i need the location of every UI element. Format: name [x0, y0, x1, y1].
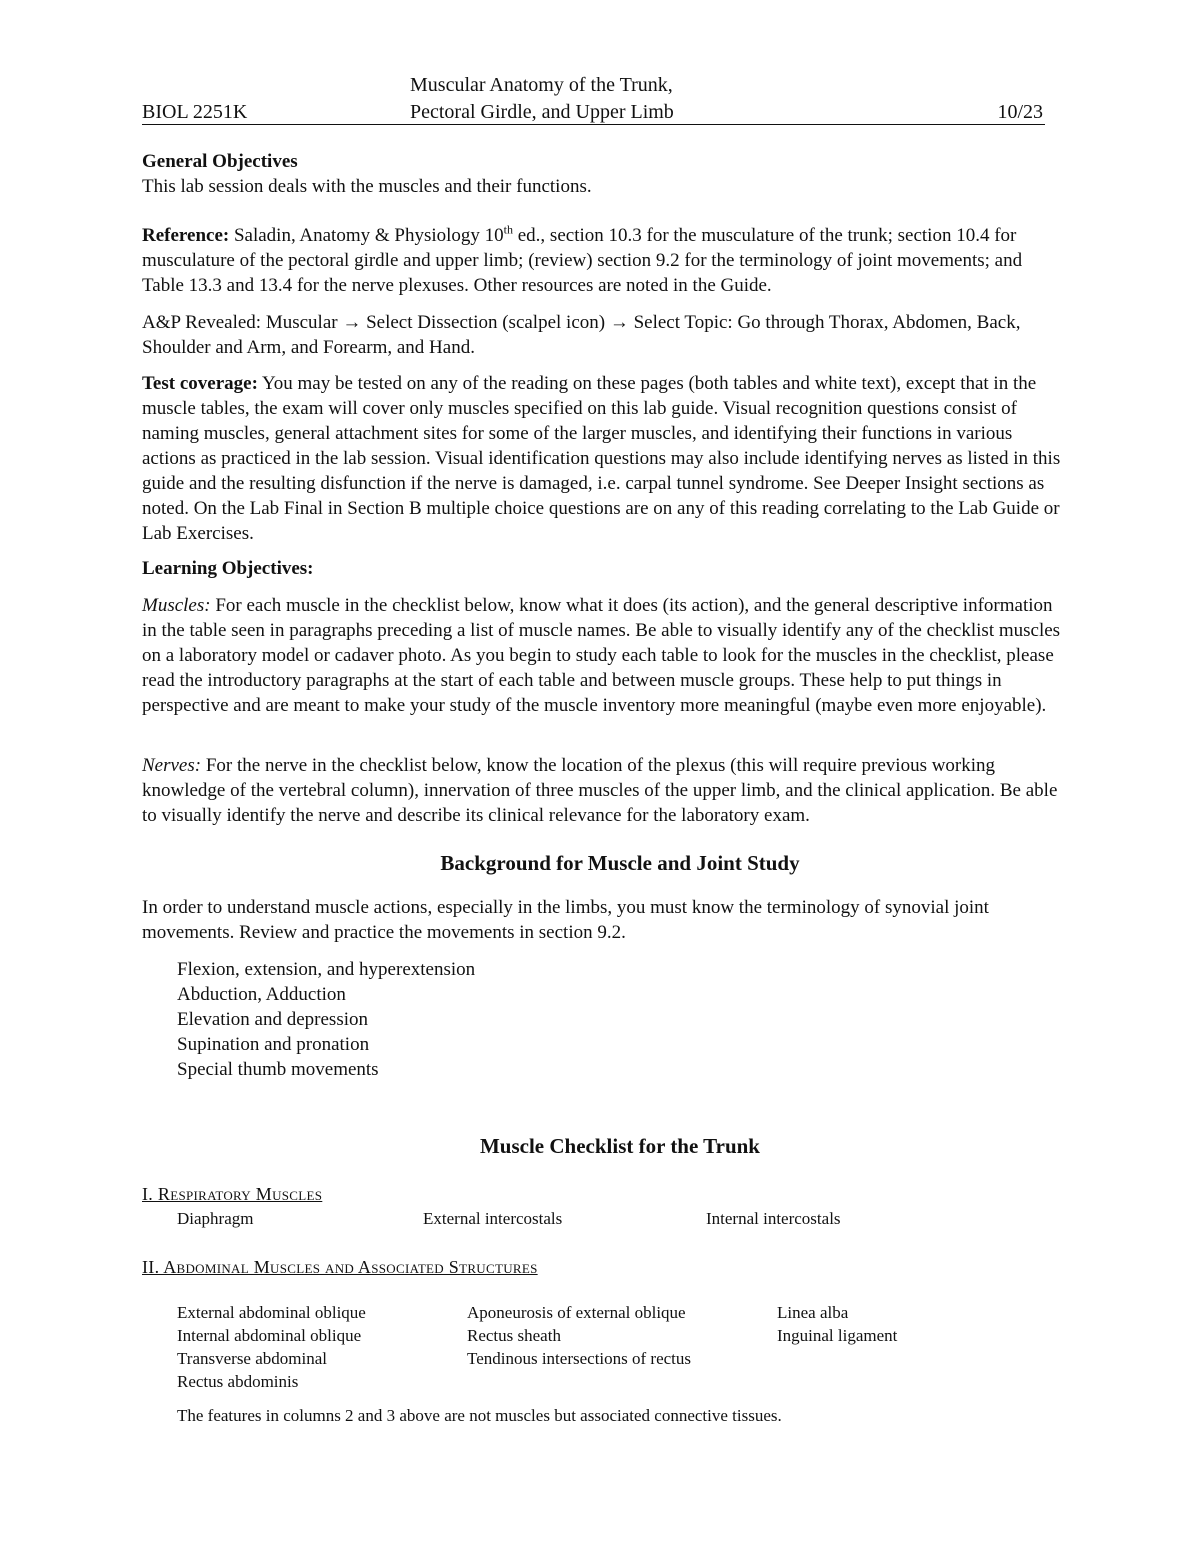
test-coverage-text: You may be tested on any of the reading on these pages (both tables and white text), except that in the muscle tables, the exam will cover only muscles specified on this lab guide. Visual recognition questions consist of naming muscles, general attachment sites for some of the larger muscles, and identifying their functions in various actions as practiced in the lab session. Visual identification questions may also include identifying nerves as listed in this guide and the resulting disfunction if the nerve is damaged, i.e. carpal tunnel syndrome. See Deeper Insight sections as noted. On the Lab Final in Section B multiple choice questions are on any of this reading correlating to the Lab Guide or Lab Exercises. [142, 373, 1061, 544]
header-title-line2: Pectoral Girdle, and Upper Limb [410, 101, 674, 123]
abdominal-item: Internal abdominal oblique [177, 1326, 362, 1345]
nerves-paragraph [142, 753, 1062, 828]
header-title-line1: Muscular Anatomy of the Trunk, [410, 74, 673, 96]
abdominal-item: Linea alba [777, 1303, 849, 1322]
movement-item: Abduction, Adduction [177, 984, 346, 1005]
reference-text-a: Saladin, Anatomy & Physiology 10 [233, 225, 504, 246]
abdominal-item: Inguinal ligament [777, 1326, 898, 1345]
reference-sup: th [503, 222, 513, 237]
header-date: 10/23 [997, 101, 1043, 123]
muscles-text: For each muscle in the checklist below, know what it does (its action), and the general descriptive information in the table seen in paragraphs preceding a list of muscle names. Be able to visually identify any of the checklist muscles on a laboratory model or cadaver photo. As you begin to study each table to look for the muscles in the checklist, please read the introductory paragraphs at the start of each table and between muscle groups. These help to put things in perspective and are meant to make your study of the muscle inventory more meaningful (maybe even more enjoyable). [142, 595, 1061, 716]
abdominal-heading: II. Abdominal Muscles and Associated Structures [142, 1257, 538, 1277]
abdominal-item: Transverse abdominal [177, 1349, 327, 1368]
reference-label: Reference: [142, 225, 230, 246]
respiratory-item: Internal intercostals [706, 1209, 841, 1228]
learning-objectives-heading-row [142, 556, 1062, 581]
abdominal-item: Tendinous intersections of rectus [467, 1349, 692, 1368]
header-row [142, 100, 1045, 125]
muscles-label: Muscles: [142, 595, 211, 616]
abdominal-column-2 [467, 1301, 691, 1370]
abdominal-column-1 [177, 1301, 366, 1393]
nerves-text: For the nerve in the checklist below, know the location of the plexus (this will require previous working knowledge of the vertebral column), innervation of three muscles of the upper limb, and the clinical application. Be able to visually identify the nerve and describe its clinical relevance for the laboratory exam. [142, 755, 1058, 826]
learning-objectives-heading: Learning Objectives: [142, 558, 314, 579]
abdominal-item: Rectus abdominis [177, 1372, 299, 1391]
nerves-label: Nerves: [142, 755, 202, 776]
general-objectives-section [142, 149, 1062, 199]
test-coverage-paragraph [142, 371, 1067, 546]
reference-paragraph [142, 223, 1067, 298]
background-paragraph [142, 895, 1062, 945]
background-text: In order to understand muscle actions, especially in the limbs, you must know the terminology of synovial joint movements. Review and practice the movements in section 9.2. [142, 897, 989, 943]
abdominal-item: Aponeurosis of external oblique [467, 1303, 686, 1322]
movement-item: Flexion, extension, and hyperextension [177, 959, 476, 980]
ap-revealed-paragraph [142, 310, 1077, 360]
reference-text-b: ed., section 10.3 for the musculature of the trunk; section 10.4 for musculature of the pectoral girdle and upper limb; (review) section 9.2 for the terminology of joint movements; and Table 13.3 and 13.4 for the nerve plexuses. Other resources are noted in the Guide. [142, 225, 1023, 296]
abdominal-note: The features in columns 2 and 3 above are not muscles but associated connective tissues. [177, 1406, 782, 1425]
test-coverage-label: Test coverage: [142, 373, 258, 394]
course-code: BIOL 2251K [142, 101, 248, 123]
movement-list [177, 957, 677, 1082]
movement-item: Special thumb movements [177, 1059, 379, 1080]
respiratory-heading: I. Respiratory Muscles [142, 1184, 323, 1204]
abdominal-item: Rectus sheath [467, 1326, 561, 1345]
abdominal-item: External abdominal oblique [177, 1303, 366, 1322]
abdominal-column-3 [777, 1301, 897, 1347]
ap-revealed-text: A&P Revealed: Muscular → Select Dissection (scalpel icon) → Select Topic: Go through Thorax, Abdomen, Back, Shoulder and Arm, and Forearm, and Hand. [142, 312, 1021, 358]
background-heading: Background for Muscle and Joint Study [440, 851, 800, 875]
checklist-heading: Muscle Checklist for the Trunk [479, 1134, 760, 1158]
muscles-paragraph [142, 593, 1062, 718]
general-objectives-text: This lab session deals with the muscles and their functions. [142, 176, 592, 197]
movement-item: Supination and pronation [177, 1034, 370, 1055]
general-objectives-heading: General Objectives [142, 151, 298, 172]
respiratory-item: External intercostals [423, 1209, 563, 1228]
respiratory-item: Diaphragm [177, 1209, 254, 1228]
movement-item: Elevation and depression [177, 1009, 369, 1030]
